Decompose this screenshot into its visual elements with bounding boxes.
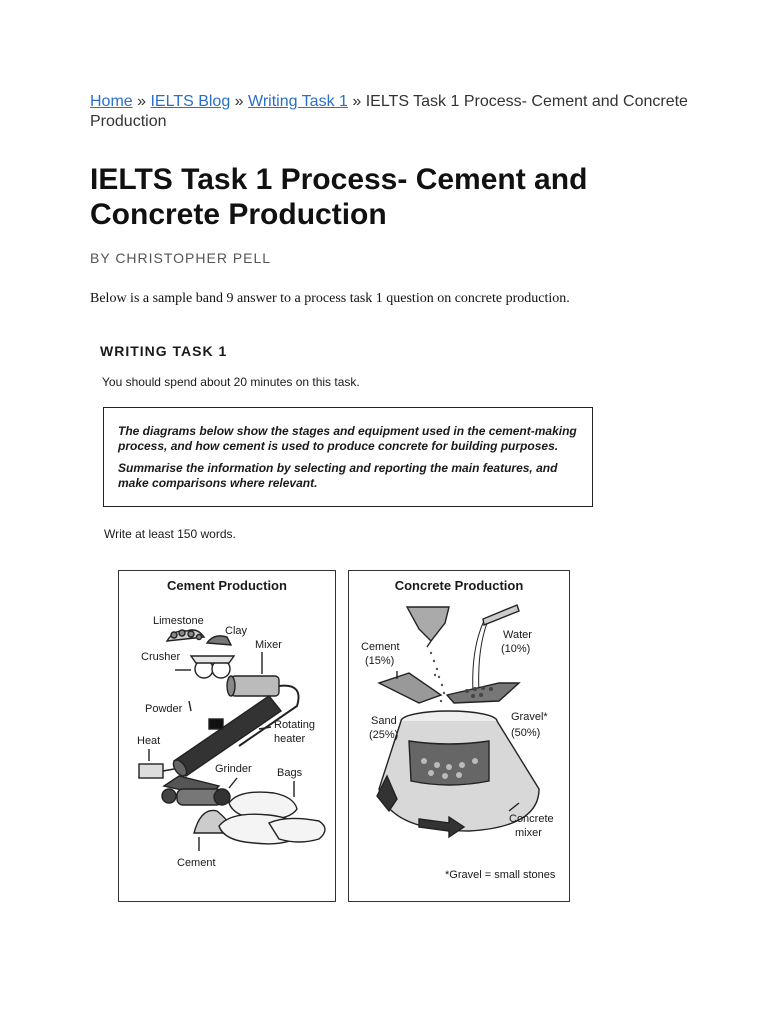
label-crusher: Crusher <box>141 651 181 663</box>
task-time-note: You should spend about 20 minutes on this task. <box>102 375 360 389</box>
task-image <box>98 335 608 905</box>
breadcrumb-separator: » <box>132 93 151 110</box>
label-mixer: Mixer <box>255 639 282 651</box>
page-title: IELTS Task 1 Process- Cement and Concrete Production <box>90 163 588 231</box>
label-cement-percent: (15%) <box>365 655 395 667</box>
label-gravel-footnote: *Gravel = small stones <box>445 869 556 881</box>
task-word-count: Write at least 150 words. <box>104 527 236 541</box>
cement-production-diagram <box>118 570 336 902</box>
breadcrumb-home-link[interactable]: Home <box>90 93 133 110</box>
breadcrumb-separator: » <box>347 93 366 110</box>
label-sand-percent: (25%) <box>369 729 399 741</box>
label-grinder: Grinder <box>215 763 252 775</box>
breadcrumb-blog-link[interactable]: IELTS Blog <box>150 93 231 110</box>
task-heading: WRITING TASK 1 <box>100 343 228 359</box>
author-byline: BY CHRISTOPHER PELL <box>90 250 272 266</box>
label-concrete-mixer-line2: mixer <box>515 827 542 839</box>
label-heat: Heat <box>137 735 161 747</box>
label-cement-ingredient: Cement <box>361 641 400 653</box>
task-prompt-box <box>103 407 593 507</box>
label-rotating-heater-line1: Rotating <box>274 719 315 731</box>
label-clay: Clay <box>225 625 248 637</box>
task-prompt-instruction: Summarise the information by selecting and reporting the main features, and make comparisons where relevant. <box>118 461 558 490</box>
label-sand: Sand <box>371 715 397 727</box>
breadcrumb-current: IELTS Task 1 Process- Cement and Concrete Production <box>90 93 688 130</box>
breadcrumb-writing-link[interactable]: Writing Task 1 <box>248 93 348 110</box>
label-water-percent: (10%) <box>501 643 531 655</box>
label-gravel-percent: (50%) <box>511 727 541 739</box>
label-powder: Powder <box>145 703 183 715</box>
label-limestone: Limestone <box>153 615 204 627</box>
label-gravel: Gravel* <box>511 711 548 723</box>
label-bags: Bags <box>277 767 303 779</box>
concrete-production-diagram <box>348 570 570 902</box>
label-cement: Cement <box>177 857 216 869</box>
breadcrumb-separator: » <box>230 93 249 110</box>
task-prompt-description: The diagrams below show the stages and equipment used in the cement-making process, and how cement is used to produce concrete for building purposes. <box>118 424 577 453</box>
label-water: Water <box>503 629 532 641</box>
label-rotating-heater-line2: heater <box>274 733 306 745</box>
cement-diagram-title: Cement Production <box>167 578 287 593</box>
concrete-diagram-title: Concrete Production <box>394 578 524 593</box>
label-concrete-mixer-line1: Concrete <box>509 813 554 825</box>
breadcrumb <box>90 92 690 132</box>
intro-paragraph: Below is a sample band 9 answer to a process task 1 question on concrete production. <box>90 291 570 306</box>
